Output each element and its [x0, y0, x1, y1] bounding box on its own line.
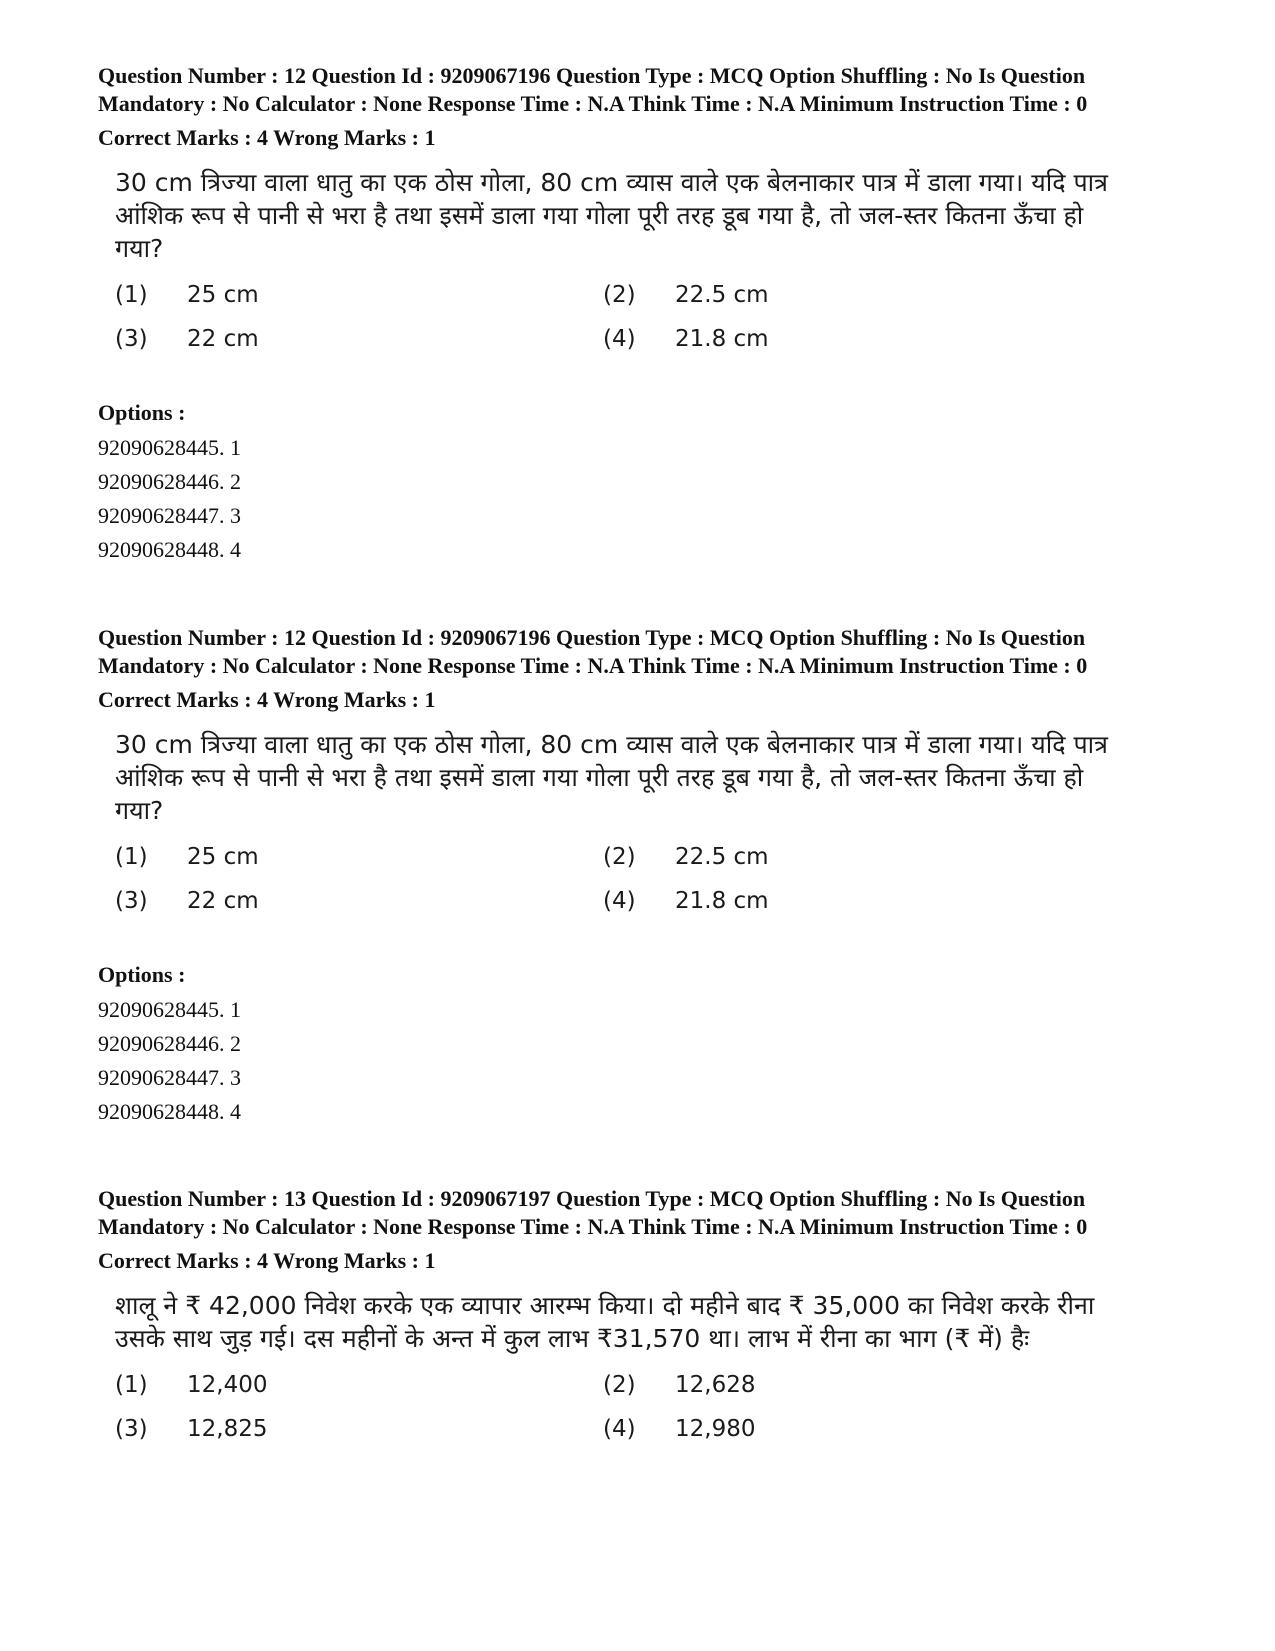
choice-number: (2) [603, 282, 636, 308]
option-id: 92090628447. 3 [98, 503, 241, 528]
choice-number: (3) [115, 888, 148, 914]
choice-text: 12,628 [675, 1372, 756, 1398]
question-block [98, 62, 1188, 567]
choice-number: (2) [603, 1372, 636, 1398]
options-title: Options : [98, 400, 186, 425]
option-id: 92090628446. 2 [98, 1031, 241, 1056]
answer-choice [115, 885, 259, 917]
answer-choice [603, 323, 769, 355]
choice-number: (2) [603, 844, 636, 870]
choice-text: 21.8 cm [675, 326, 769, 352]
answer-choice [115, 1413, 267, 1445]
question-meta: Question Number : 13 Question Id : 9209067197 Question Type : MCQ Option Shuffling : No Is Question Mandatory : No Calculator : None Response Time : N.A Think Time : N.A Minimum Instruction Time : 0 [98, 1186, 1088, 1239]
question-block [98, 1185, 1188, 1457]
option-id: 92090628446. 2 [98, 469, 241, 494]
choice-number: (3) [115, 326, 148, 352]
option-id: 92090628448. 4 [98, 537, 241, 562]
answer-choice [603, 885, 769, 917]
question-text: 30 cm त्रिज्या वाला धातु का एक ठोस गोला, 80 cm व्यास वाले एक बेलनाकार पात्र में डाला गया। यदि पात्र आंशिक रूप से पानी से भरा है तथा इसमें डाला गया गोला पूरी तरह डूब गया है, तो जल-स्तर कितना ऊँचा हो गया? [115, 730, 1108, 825]
option-id: 92090628445. 1 [98, 997, 241, 1022]
question-meta: Question Number : 12 Question Id : 9209067196 Question Type : MCQ Option Shuffling : No Is Question Mandatory : No Calculator : None Response Time : N.A Think Time : N.A Minimum Instruction Time : 0 [98, 625, 1088, 678]
choice-number: (3) [115, 1416, 148, 1442]
choice-text: 25 cm [187, 844, 259, 870]
answer-choices [98, 1369, 1188, 1457]
question-block [98, 624, 1188, 1129]
choice-text: 12,400 [187, 1372, 268, 1398]
choice-text: 22.5 cm [675, 282, 769, 308]
choice-text: 22.5 cm [675, 844, 769, 870]
choice-text: 22 cm [187, 888, 259, 914]
options-title: Options : [98, 962, 186, 987]
question-marks: Correct Marks : 4 Wrong Marks : 1 [98, 125, 436, 150]
choice-text: 25 cm [187, 282, 259, 308]
answer-choice [603, 841, 769, 873]
choice-number: (4) [603, 1416, 636, 1442]
choice-number: (1) [115, 844, 148, 870]
choice-text: 22 cm [187, 326, 259, 352]
choice-number: (1) [115, 1372, 148, 1398]
answer-choice [603, 1413, 755, 1445]
choice-number: (4) [603, 326, 636, 352]
choice-text: 12,980 [675, 1416, 756, 1442]
question-text: 30 cm त्रिज्या वाला धातु का एक ठोस गोला, 80 cm व्यास वाले एक बेलनाकार पात्र में डाला गया। यदि पात्र आंशिक रूप से पानी से भरा है तथा इसमें डाला गया गोला पूरी तरह डूब गया है, तो जल-स्तर कितना ऊँचा हो गया? [115, 168, 1108, 263]
choice-number: (1) [115, 282, 148, 308]
answer-choice [115, 1369, 267, 1401]
choice-text: 12,825 [187, 1416, 268, 1442]
answer-choice [603, 279, 769, 311]
question-marks: Correct Marks : 4 Wrong Marks : 1 [98, 1248, 436, 1273]
answer-choice [115, 841, 259, 873]
option-id: 92090628445. 1 [98, 435, 241, 460]
answer-choices [98, 841, 1188, 929]
option-id: 92090628447. 3 [98, 1065, 241, 1090]
choice-number: (4) [603, 888, 636, 914]
option-id: 92090628448. 4 [98, 1099, 241, 1124]
answer-choice [115, 323, 259, 355]
choice-text: 21.8 cm [675, 888, 769, 914]
answer-choice [115, 279, 259, 311]
question-text: शालू ने ₹ 42,000 निवेश करके एक व्यापार आरम्भ किया। दो महीने बाद ₹ 35,000 का निवेश करके रीना उसके साथ जुड़ गई। दस महीनों के अन्त में कुल लाभ ₹31,570 था। लाभ में रीना का भाग (₹ में) हैः [115, 1291, 1095, 1353]
answer-choice [603, 1369, 755, 1401]
question-meta: Question Number : 12 Question Id : 9209067196 Question Type : MCQ Option Shuffling : No Is Question Mandatory : No Calculator : None Response Time : N.A Think Time : N.A Minimum Instruction Time : 0 [98, 63, 1088, 116]
answer-choices [98, 279, 1188, 367]
question-marks: Correct Marks : 4 Wrong Marks : 1 [98, 687, 436, 712]
